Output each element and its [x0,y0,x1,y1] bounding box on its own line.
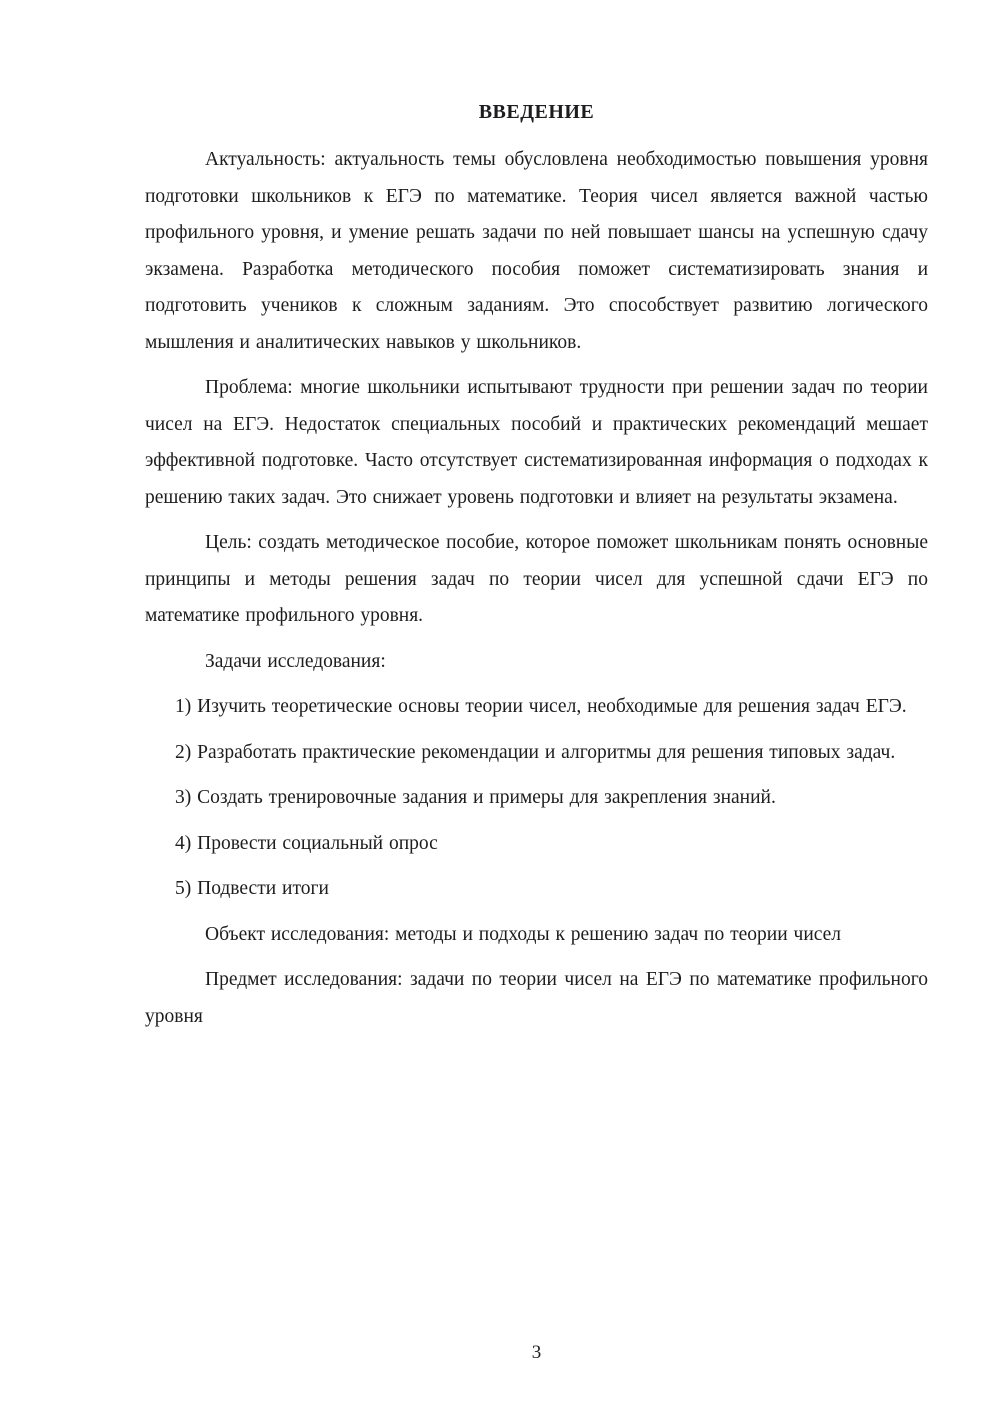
task-item-5: 5) Подвести итоги [175,878,329,899]
task-item-1: 1) Изучить теоретические основы теории чисел, необходимые для решения задач ЕГЭ. [175,696,907,717]
paragraph-tasks-heading: Задачи исследования: [205,650,386,672]
paragraph-goal: Цель: создать методическое пособие, которое поможет школьникам понять основные принципы и методы решения задач по теории чисел для успешной сдачи ЕГЭ по математике профильного уровня. [145,532,928,626]
page-title: ВВЕДЕНИЕ [478,101,595,123]
task-item-2: 2) Разработать практические рекомендации и алгоритмы для решения типовых задач. [175,741,896,763]
page-number: 3 [531,1342,542,1363]
task-item-3: 3) Создать тренировочные задания и примеры для закрепления знаний. [175,787,776,808]
paragraph-subject: Предмет исследования: задачи по теории чисел на ЕГЭ по математике профильного уровня [145,969,928,1027]
paragraph-object: Объект исследования: методы и подходы к решению задач по теории чисел [205,923,842,945]
paragraph-relevance: Актуальность: актуальность темы обусловлена необходимостью повышения уровня подготовки школьников к ЕГЭ по математике. Теория чисел является важной частью профильного уровня, и умение решать задачи по ней повышает шансы на успешную сдачу экзамена. Разработка методического пособия поможет систематизировать знания и подготовить учеников к сложным заданиям. Это способствует развитию логического мышления и аналитических навыков у школьников. [145,149,928,353]
task-item-4: 4) Провести социальный опрос [175,832,438,854]
paragraph-problem: Проблема: многие школьники испытывают трудности при решении задач по теории чисел на ЕГЭ. Недостаток специальных пособий и практических рекомендаций мешает эффективной подготовке. Часто отсутствует систематизированная информация о подходах к решению таких задач. Это снижает уровень подготовки и влияет на результаты экзамена. [145,377,928,508]
